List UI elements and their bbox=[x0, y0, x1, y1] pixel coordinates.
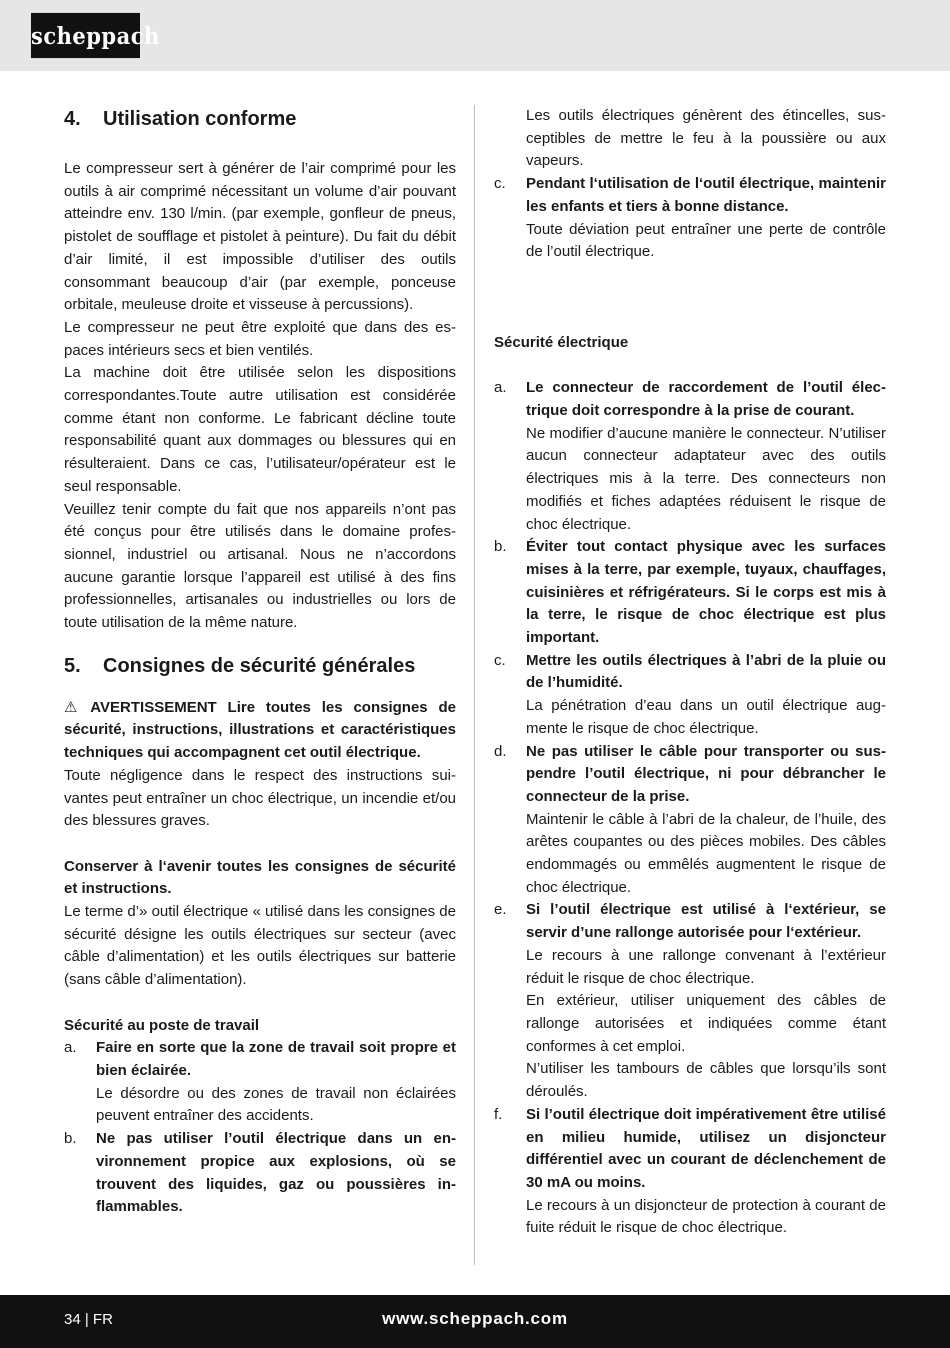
list-item: b. Ne pas utiliser l’outil électrique dans un environnement propice aux explosions, où se trouvent des liquides, gaz ou poussières inflammables. bbox=[64, 1130, 456, 1216]
electrical-safety-heading: Sécurité électrique bbox=[494, 333, 629, 351]
section-4-heading: 4. Utilisation conforme bbox=[64, 108, 297, 130]
workplace-continued-text: Les outils électriques génèrent des étincelles, susceptibles de mettre le feu à la poussière ou aux vapeurs. bbox=[526, 107, 886, 170]
workplace-safety-heading: Sécurité au poste de travail bbox=[64, 1016, 260, 1034]
warning-icon: ⚠ bbox=[64, 698, 78, 716]
website-link[interactable]: www.scheppach.com bbox=[382, 1309, 568, 1328]
section-5-heading: 5. Consignes de sécurité générales bbox=[64, 654, 416, 677]
list-item: d. Ne pas utiliser le câble pour transporter ou suspendre l’outil électrique, ni pour débrancher le connecteur de la prise. Maintenir le câble à l’abri de la chaleur, de l’huile, des arêtes coupantes ou des pièces mobiles. Des câbles endommagés ou emmêlés augmentent le risque de choc électrique. bbox=[494, 742, 886, 896]
warning-statement: ⚠ AVERTISSEMENT Lire toutes les consignes de sécurité, instructions, illustrations et caractéristiques techniques qui accompagnent cet outil électrique. bbox=[64, 698, 456, 762]
keep-instructions-heading: Conserver à l‘avenir toutes les consignes de sécurité et instructions. bbox=[64, 857, 456, 898]
list-item: c. Mettre les outils électriques à l’abri de la pluie ou de l’humidité. La pénétration d’eau dans un outil électrique augmente le risque de choc électrique. bbox=[494, 651, 886, 737]
list-item: a. Faire en sorte que la zone de travail soit propre et bien éclairée. Le désordre ou des zones de travail non éclairées peuvent entraîner des accidents. bbox=[64, 1039, 456, 1125]
header-bar bbox=[0, 0, 950, 71]
list-item: c. Pendant l‘utilisation de l‘outil électrique, maintenir les enfants et tiers à bonne distance. Toute déviation peut entraîner une perte de contrôle de l’outil électrique. bbox=[494, 175, 886, 261]
column-divider bbox=[474, 105, 475, 1265]
list-item: a. Le connecteur de raccordement de l’outil électrique doit correspondre à la prise de courant. Ne modifier d’aucune manière le connecteur. N’utiliser aucun connecteur adaptateur avec des outils électriques mis à la terre. Des connecteurs non modifiés et fiches adaptées réduisent le risque de choc électrique. bbox=[494, 379, 886, 533]
warning-text: Toute négligence dans le respect des instructions suivantes peut entraîner un choc électrique, un incendie et/ou des blessures graves. bbox=[64, 766, 456, 830]
section-4-paragraph: Le compresseur ne peut être exploité que dans des espaces intérieurs secs et bien ventilés. bbox=[64, 318, 456, 359]
list-item: e. Si l’outil électrique est utilisé à l‘extérieur, se servir d’une rallonge autorisée pour l‘extérieur. Le recours à une rallonge convenant à l’extérieur réduit le risque de choc électrique. En extérieur, utiliser uniquement des câbles de rallonge autorisées et indiquées comme étant conformes à cet emploi. N’utiliser les tambours de câbles que lorsqu’ils sont déroulés. bbox=[494, 901, 886, 1101]
keep-instructions-text: Le terme d’» outil électrique « utilisé dans les consignes de sécurité désigne les outils électriques sur secteur (avec câble d’alimentation) et les outils électriques sur batterie (sans câble d’alimentation). bbox=[64, 903, 456, 989]
scheppach-logo: scheppach bbox=[31, 13, 140, 58]
section-4-paragraph: La machine doit être utilisée selon les dispositions correspondantes.Toute autre utilisation est considérée comme étant non conforme. Le fabricant décline toute responsabilité quant aux dommages ou blessures qui en résulteraient. Dans ce cas, l’utilisateur/opérateur est le seul responsable. bbox=[64, 364, 456, 495]
section-4-paragraph: Veuillez tenir compte du fait que nos appareils n’ont pas été conçus pour être utilisés dans le domaine professionnel, industriel ou artisanal. Nous ne n’accordons aucune garantie lorsque l’appareil est utilisé à des fins professionnelles, artisanales ou industrielles ou lors de toute utilisation de la même nature. bbox=[64, 500, 456, 632]
list-item: f. Si l’outil électrique doit impérativement être utilisé en milieu humide, utilisez un disjoncteur différentiel avec un courant de déclenchement de 30 mA ou moins. Le recours à un disjoncteur de protection à courant de fuite réduit le risque de choc électrique. bbox=[494, 1105, 886, 1237]
footer-bar bbox=[0, 1295, 950, 1348]
right-column bbox=[494, 105, 886, 1240]
page-number: 34 | FR bbox=[64, 1311, 113, 1328]
section-4-paragraph: Le compresseur sert à générer de l’air comprimé pour les outils à air comprimé nécessitant un volume d’air pouvant atteindre env. 130 l/min. (par exemple, gonfleur de pneus, pistolet de soufflage et pistolet à peinture). Du fait du débit d’air limité, il est impossible d’utiliser des outils consommant beaucoup d’air (par exemple, ponceuse orbitale, meuleuse droite et visseuse à percussions). bbox=[64, 160, 456, 314]
left-column bbox=[64, 105, 456, 1219]
list-item: b. Éviter tout contact physique avec les surfaces mises à la terre, par exemple, tuyaux, chauffages, cuisinières et réfrigérateurs. Si le corps est mis à la terre, le risque de choc électrique est plus important. bbox=[494, 538, 886, 647]
